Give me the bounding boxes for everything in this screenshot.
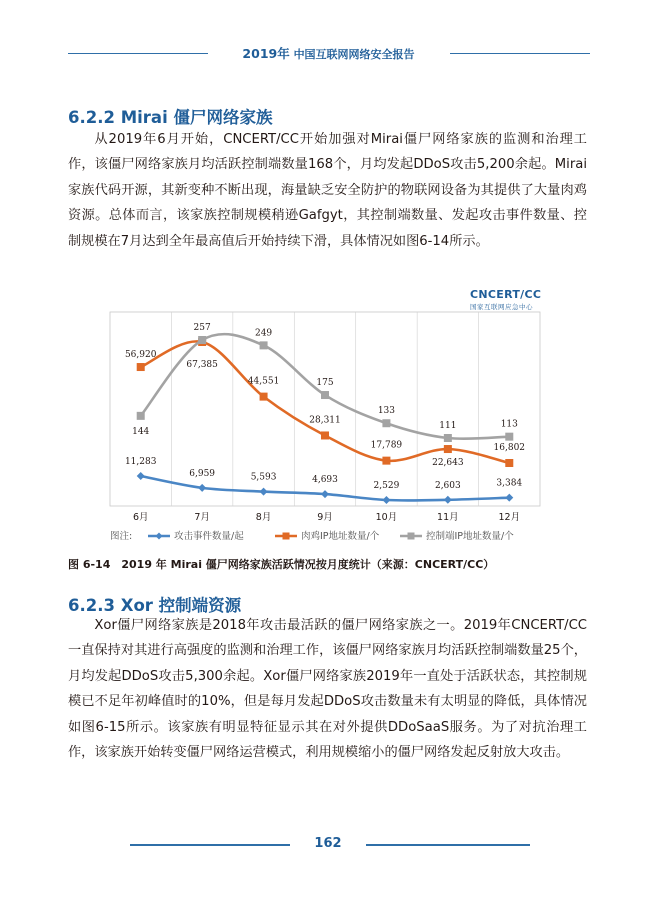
data-label: 144: [132, 426, 150, 437]
data-label: 44,551: [247, 376, 280, 387]
data-point: [382, 457, 390, 465]
x-tick-label: 12月: [498, 512, 521, 523]
data-label: 257: [193, 323, 211, 333]
data-point: [505, 494, 513, 502]
x-tick-label: 6月: [132, 512, 149, 523]
x-axis-labels: [133, 512, 520, 523]
data-label: 56,920: [124, 350, 157, 361]
data-point: [137, 363, 145, 371]
data-label: 11,283: [124, 457, 157, 467]
logo-text: CNCERT/CC: [470, 288, 542, 301]
data-label: 3,384: [496, 478, 523, 489]
section-title-xor: 6.2.3 Xor 控制端资源: [68, 596, 242, 615]
mirai-monthly-line-chart: [90, 278, 570, 548]
chart-series: [125, 323, 525, 504]
data-point: [505, 433, 513, 441]
x-tick-label: 10月: [375, 512, 398, 523]
data-label: 5,593: [250, 472, 277, 483]
legend-prefix: 图注:: [110, 531, 133, 542]
data-point: [198, 484, 206, 492]
legend-marker: [156, 533, 163, 540]
data-point: [260, 488, 268, 496]
x-tick-label: 9月: [317, 512, 333, 523]
data-point: [260, 341, 268, 349]
running-header: [0, 44, 657, 62]
legend-marker: [408, 533, 415, 540]
x-tick-label: 7月: [194, 512, 210, 523]
data-label: 175: [316, 378, 334, 389]
data-label: 6,959: [189, 468, 216, 479]
legend-label: 肉鸡IP地址数量/个: [301, 531, 380, 542]
data-point: [444, 496, 452, 504]
figure-caption: 图 6-14 2019 年 Mirai 僵尸网络家族活跃情况按月度统计（来源：CNCERT/CC）: [68, 558, 495, 571]
chart-legend: [110, 530, 514, 542]
data-point: [444, 434, 452, 442]
data-label: 16,802: [493, 443, 526, 453]
paragraph-xor: Xor僵尸网络家族是2018年攻击最活跃的僵尸网络家族之一。2019年CNCERT/CC一直保持对其进行高强度的监测和治理工作，该僵尸网络家族月均活跃控制端数量25个，月均发起DDoS攻击5,300余起。Xor僵尸网络家族2019年一直处于活跃状态，其控制规模已不足年初峰值时的10%，但是每月发起DDoS攻击数量未有太明显的降低，具体情况如图6-15所示。该家族有明显特征显示其在对外提供DDoSaaS服务。为了对抗治理工作，该家族开始转变僵尸网络运营模式，利用规模缩小的僵尸网络发起反射放大攻击。: [68, 618, 587, 761]
page-number: 162: [314, 836, 342, 851]
legend-marker: [283, 533, 290, 540]
data-label: 22,643: [432, 458, 464, 469]
paragraph-mirai: 从2019年6月开始，CNCERT/CC开始加强对Mirai僵尸网络家族的监测和治理工作，该僵尸网络家族月均活跃控制端数量168个，月均发起DDoS攻击5,200余起。Mirai家族代码开源，其新变种不断出现，海量缺乏安全防护的物联网设备为其提供了大量肉鸡资源。总体而言，该家族控制规模稍逊Gafgyt，其控制端数量、发起攻击事件数量、控制规模在7月达到全年最高值后开始持续下滑，具体情况如图6-14所示。: [68, 132, 587, 249]
data-label: 249: [254, 328, 273, 339]
data-label: 28,311: [309, 415, 341, 426]
data-point: [137, 472, 145, 480]
x-tick-label: 8月: [255, 512, 272, 523]
data-point: [260, 393, 268, 401]
data-label: 2,603: [434, 480, 461, 491]
data-label: 113: [500, 419, 518, 430]
data-point: [382, 496, 390, 504]
data-point: [198, 336, 206, 344]
data-point: [321, 431, 329, 439]
data-point: [505, 459, 513, 467]
data-label: 133: [377, 406, 396, 417]
data-label: 17,789: [370, 440, 403, 451]
data-label: 67,385: [186, 360, 218, 370]
data-point: [321, 391, 329, 399]
legend-label: 攻击事件数量/起: [174, 531, 244, 542]
data-point: [382, 419, 390, 427]
data-point: [444, 445, 452, 453]
logo-subtitle: 国家互联网应急中心: [470, 303, 533, 311]
data-label: 2,529: [373, 481, 400, 491]
x-tick-label: 11月: [437, 512, 459, 523]
data-label: 4,693: [312, 475, 338, 486]
data-point: [137, 412, 145, 420]
section-title-mirai: 6.2.2 Mirai 僵尸网络家族: [68, 108, 273, 127]
data-point: [321, 490, 329, 498]
header-year: 2019年: [242, 46, 290, 61]
header-report-title: 中国互联网网络安全报告: [293, 48, 415, 61]
legend-label: 控制端IP地址数量/个: [426, 531, 514, 542]
data-label: 111: [439, 421, 457, 431]
